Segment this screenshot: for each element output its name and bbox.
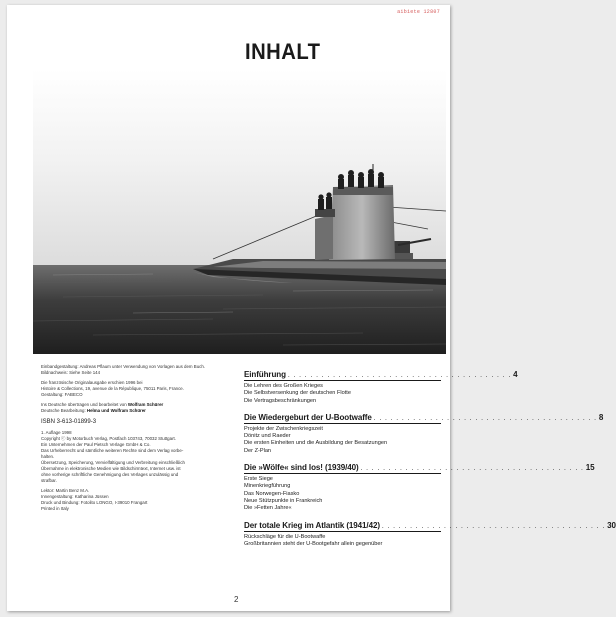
toc-item: Projekte der Zwischenkriegszeit	[244, 425, 323, 432]
production-credits: Lektor: Martin Benz M.A. Innengestaltung: Katharina Jüssen Druck und Bindung: Fotolito LONGO, I-39010 Frangart Printed in Italy	[41, 488, 148, 511]
toc-item: Erste Siege	[244, 476, 273, 483]
toc-page-number: 30	[607, 519, 616, 530]
cover-credit: Einbandgestaltung: Andreas Pflaum unter Verwendung von Vorlagen aus dem Buch. Bildnachweis: Siehe Seite 144	[41, 364, 206, 375]
isbn: ISBN 3-613-01899-3	[41, 419, 97, 425]
toc-item: Die Selbstversenkung der deutschen Flotte	[244, 390, 351, 397]
book-page	[7, 5, 616, 611]
toc-item: Das Norwegen-Fiasko	[244, 490, 300, 497]
divider	[244, 531, 441, 532]
toc-page-number: 15	[585, 462, 595, 473]
toc-chapter-heading[interactable]: Einführung . . . . . . . . . . . . . . . . . . . . . . . . . . . . . . . . . . . . . . . . 4	[244, 369, 518, 379]
toc-item: Dönitz und Raeder	[244, 433, 291, 440]
toc-item: Der Z-Plan	[244, 447, 272, 454]
toc-page-number: 8	[598, 411, 604, 422]
imprint-column	[41, 364, 227, 516]
toc-item: Die Vertragsbeschränkungen	[244, 397, 317, 404]
divider	[244, 380, 441, 381]
toc-chapter	[244, 369, 518, 405]
toc-item: Minenkriegführung	[244, 483, 291, 490]
toc-item: Rückschläge für die U-Bootwaffe	[244, 533, 326, 540]
translation-credit: Ins Deutsche übertragen und bearbeitet von Wolfram Schürer Deutsche Bearbeitung: Helma und Wolfram Schürer	[41, 402, 164, 413]
toc-item: Neue Stützpunkte in Frankreich	[244, 497, 323, 504]
table-of-contents	[244, 369, 616, 555]
page-number: 2	[234, 595, 239, 604]
toc-chapter-heading[interactable]: Die Wiedergeburt der U-Bootwaffe . . . . . . . . . . . . . . . . . . . . . . . . . . . . . . . . . . . . . . . . 8	[244, 411, 604, 422]
toc-item: Die ersten Einheiten und die Ausbildung der Besatzungen	[244, 440, 388, 447]
library-stamp: aibiete 12807	[397, 9, 440, 15]
original-edition-note: Die französische Originalausgabe erschien 1996 bei Histoire & Collections, 19, avenue de la République, 75011 Paris, France. Gestaltung: FABECO	[41, 380, 184, 397]
divider	[244, 423, 441, 424]
toc-chapter	[244, 462, 595, 512]
toc-item: Die Lehren des Großen Krieges	[244, 383, 323, 389]
toc-chapter	[244, 411, 604, 455]
copyright-block: 1. Auflage 1998 Copyright ⓒ by Motorbuch Verlag, Postfach 103743, 70032 Stuttgart. Ein Unternehmen der Paul Pietsch Verlage GmbH & Co. Das Urheberrecht und sämtliche weiteren Rechte sind dem Verlag vorbe- halten. Übersetzung, Speicherung, Vervielfältigung und Verbreitung einschließlich Übernahme in elektronische Medien wie Bildschirmtext, Internet usw. ist ohne vorherige schriftliche Genehmigung des Verlages unzulässig und strafbar.	[41, 430, 186, 483]
submarine-photo	[33, 69, 446, 354]
toc-chapter-heading[interactable]: Die »Wölfe« sind los! (1939/40) . . . . . . . . . . . . . . . . . . . . . . . . . . . . . . . . . . . . . . . . 15	[244, 462, 595, 473]
toc-chapter	[244, 519, 616, 549]
toc-page-number: 4	[513, 369, 518, 379]
divider	[244, 473, 441, 474]
toc-item: Die »Fetten Jahre«	[244, 505, 292, 512]
toc-item: Großbritannien steht der U-Bootgefahr allein gegenüber	[244, 540, 383, 547]
toc-chapter-heading[interactable]: Der totale Krieg im Atlantik (1941/42) . . . . . . . . . . . . . . . . . . . . . . . . . . . . . . . . . . . . . . . . 30	[244, 519, 616, 530]
page-title: INHALT	[245, 39, 321, 64]
